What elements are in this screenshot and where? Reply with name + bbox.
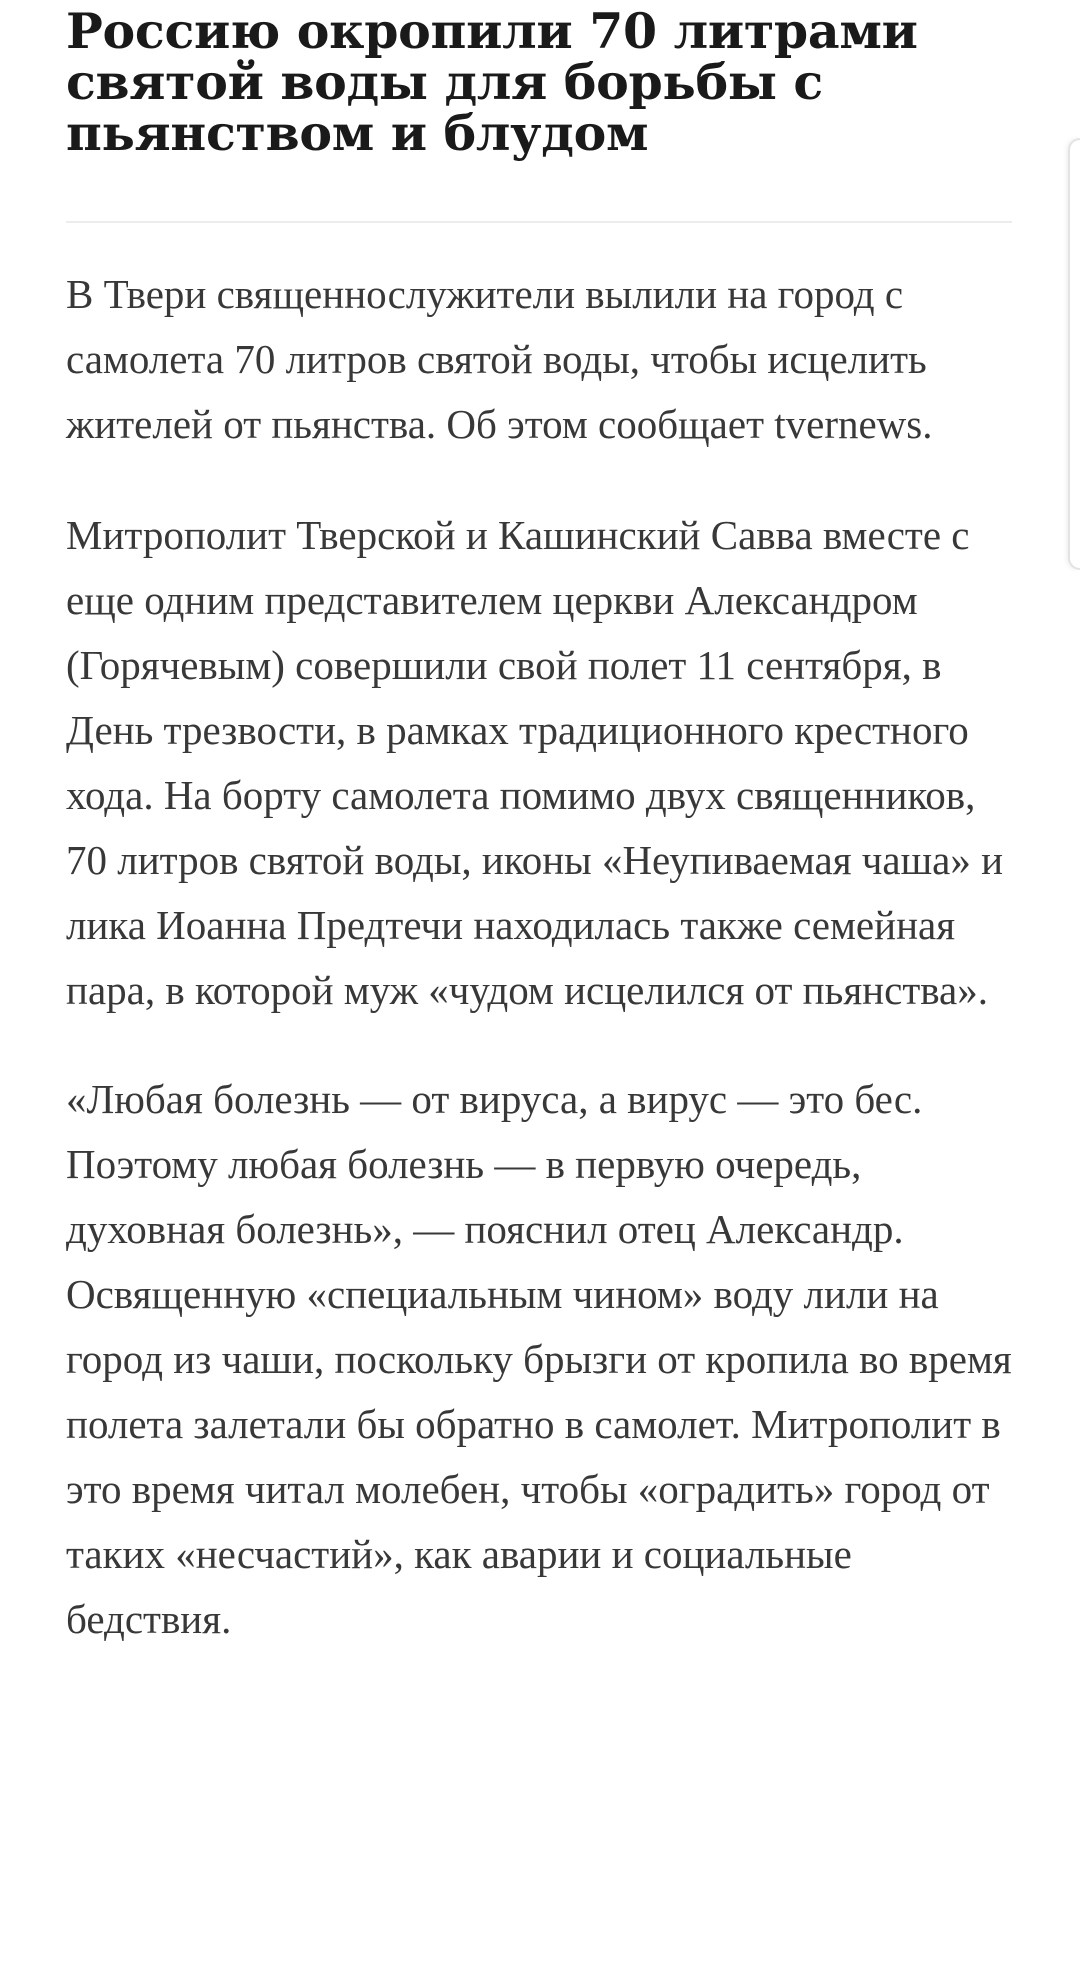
- article-paragraph-2: Митрополит Тверской и Кашинский Савва вместе с еще одним представителем церкви Александром (Горячевым) совершили свой полет 11 сентября, в День трезвости, в рамках традиционного крестного хода. На борту самолета помимо двух священников, 70 литров святой воды, иконы «Неупиваемая чаша» и лика Иоанна Предтечи находилась также семейная пара, в которой муж «чудом исцелился от пьянства».: [66, 512, 1004, 1013]
- edge-panel-handle[interactable]: [1068, 138, 1080, 570]
- article-title: Россию окропили 70 литрами святой воды для борьбы с пьянством и блудом: [66, 2, 918, 162]
- article: [66, 2, 1016, 1652]
- title-divider: [66, 221, 1012, 223]
- article-paragraph-1: В Твери священнослужители вылили на город с самолета 70 литров святой воды, чтобы исцелить жителей от пьянства. Об этом сообщает tvernews.: [66, 271, 933, 447]
- article-paragraph-3: «Любая болезнь — от вируса, а вирус — это бес. Поэтому любая болезнь — в первую очередь, духовная болезнь», — пояснил отец Александр. Освященную «специальным чином» воду лили на город из чаши, поскольку брызги от кропила во время полета залетали бы обратно в самолет. Митрополит в это время читал молебен, чтобы «оградить» город от таких «несчастий», как аварии и социальные бедствия.: [66, 1076, 1012, 1642]
